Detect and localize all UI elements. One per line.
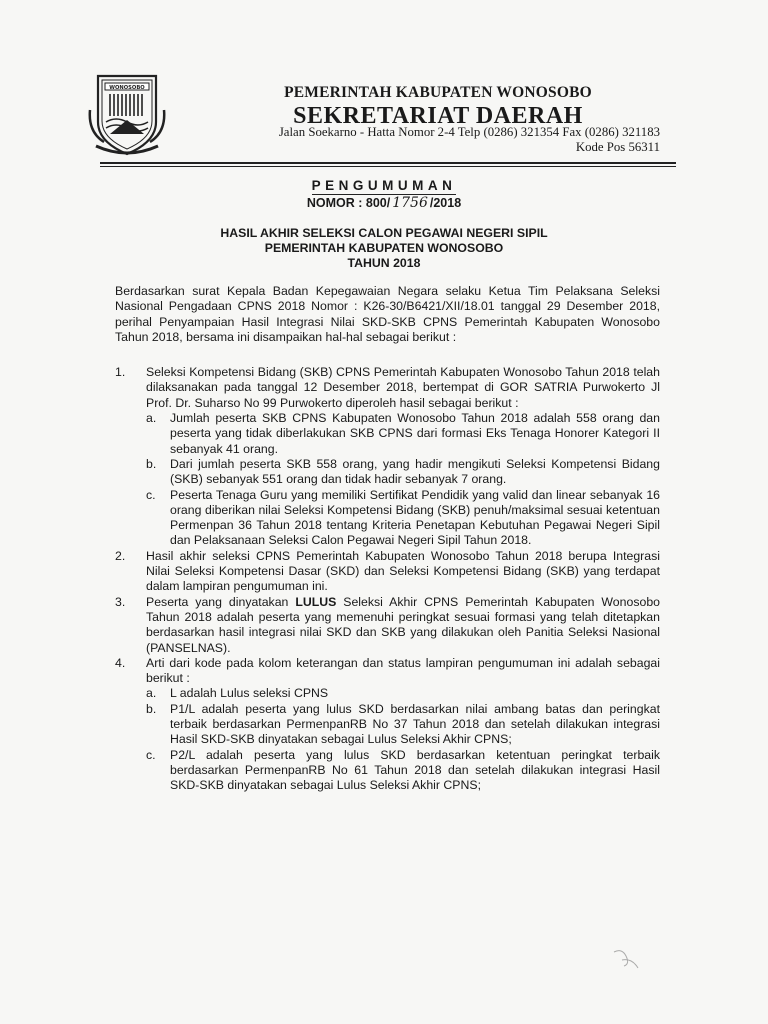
sub-item-text: P1/L adalah peserta yang lulus SKD berdasarkan nilai ambang batas dan peringkat terbaik berdasarkan PermenpanRB No 37 Tahun 2018 dan setelah dilakukan integrasi Hasil SKD-SKB dinyatakan sebagai Lulus Seleksi Akhir CPNS;: [170, 701, 660, 747]
item-text-before: Peserta yang dinyatakan: [146, 594, 296, 609]
postal-code: Kode Pos 56311: [575, 140, 660, 154]
sub-item-text: Peserta Tenaga Guru yang memiliki Sertifikat Pendidik yang valid dan linear sebanyak 16 orang diberikan nilai Seleksi Kompetensi Bidang (SKB) penuh/maksimal sesuai ketentuan Permenpan 36 Tahun 2018 tentang Kriteria Penetapan Kebutuhan Pegawai Negeri Sipil dan Pelaksanaan Seleksi Calon Pegawai Negeri Sipil Tahun 2018.: [170, 487, 660, 548]
title-line-1: HASIL AKHIR SELEKSI CALON PEGAWAI NEGERI SIPIL: [220, 226, 548, 240]
item-text: [146, 595, 660, 656]
letterhead-rule-thick: [100, 162, 676, 164]
item-text: Arti dari kode pada kolom keterangan dan status lampiran pengumuman ini adalah sebagai berikut :: [146, 655, 660, 686]
number-handwritten: 1756: [392, 195, 428, 211]
list-item: [115, 549, 660, 595]
letterhead: [218, 84, 658, 130]
list-item: [115, 656, 660, 794]
pen-mark-scribble: [610, 946, 644, 974]
announcement-heading: [0, 178, 768, 193]
sub-item: [146, 748, 660, 794]
government-name: PEMERINTAH KABUPATEN WONOSOBO: [284, 84, 592, 101]
sub-item-label: b.: [146, 701, 157, 716]
item-number: 2.: [115, 548, 126, 563]
number-prefix: NOMOR : 800/: [306, 196, 391, 210]
announcement-label: PENGUMUMAN: [311, 178, 457, 193]
sub-item: [146, 488, 660, 549]
item-number: 1.: [115, 365, 126, 380]
title-line-2: PEMERINTAH KABUPATEN WONOSOBO: [264, 241, 504, 255]
item-text-bold: LULUS: [295, 594, 337, 609]
sub-item: [146, 411, 660, 457]
item-text: Seleksi Kompetensi Bidang (SKB) CPNS Pemerintah Kabupaten Wonosobo Tahun 2018 telah dilaksanakan pada tanggal 12 Desember 2018, bertempat di GOR SATRIA Purwokerto Jl Prof. Dr. Suharso No 99 Purwokerto diperoleh hasil sebagai berikut :: [146, 365, 660, 410]
document-body: [115, 284, 660, 794]
svg-text:WONOSOBO: WONOSOBO: [109, 85, 145, 91]
office-name: SEKRETARIAT DAERAH: [293, 103, 583, 129]
intro-paragraph: Berdasarkan surat Kepala Badan Kepegawaian Negara selaku Ketua Tim Pelaksana Seleksi Nasional Pengadaan CPNS 2018 Nomor : K26-30/B6421/XII/18.01 tanggal 29 Desember 2018, perihal Penyampaian Hasil Integrasi Nilai SKD-SKB CPNS Pemerintah Kabupaten Wonosobo Tahun 2018, bersama ini disampaikan hal-hal sebagai berikut :: [115, 284, 660, 344]
list-item: [115, 365, 660, 549]
document-title: [0, 226, 768, 271]
item-text: Hasil akhir seleksi CPNS Pemerintah Kabupaten Wonosobo Tahun 2018 berupa Integrasi Nilai Seleksi Kompetensi Dasar (SKD) dan Seleksi Kompetensi Bidang (SKB) yang terdapat dalam lampiran pengumuman ini.: [146, 548, 660, 594]
sub-item-text: Dari jumlah peserta SKB 558 orang, yang hadir mengikuti Seleksi Kompetensi Bidang (SKB) sebanyak 551 orang dan tidak hadir sebanyak 7 orang.: [170, 456, 660, 487]
item-number: 3.: [115, 594, 126, 609]
sub-item: [146, 457, 660, 488]
sub-item-label: b.: [146, 456, 157, 471]
list-item: [115, 595, 660, 656]
sub-item-label: a.: [146, 411, 157, 426]
sub-item-label: c.: [146, 747, 156, 762]
sub-item-label: c.: [146, 487, 156, 502]
item-number: 4.: [115, 655, 126, 670]
sub-item-text: L adalah Lulus seleksi CPNS: [170, 686, 329, 701]
item-text-after: Seleksi Akhir CPNS Pemerintah Kabupaten Wonosobo Tahun 2018 adalah peserta yang memenuhi peringkat sesuai formasi yang telah ditetapkan berdasarkan hasil integrasi nilai SKD dan SKB yang dilakukan oleh Panitia Seleksi Nasional (PANSELNAS).: [146, 594, 660, 655]
sub-item: [146, 702, 660, 748]
address-line: Jalan Soekarno - Hatta Nomor 2-4 Telp (0286) 321354 Fax (0286) 321183: [278, 125, 660, 139]
number-suffix: /2018: [429, 196, 462, 210]
sub-item-text: Jumlah peserta SKB CPNS Kabupaten Wonosobo Tahun 2018 adalah 558 orang dan peserta yang tidak diberlakukan SKB CPNS dari formasi Eks Tenaga Honorer Kategori II sebanyak 41 orang.: [170, 411, 660, 456]
wonosobo-coat-of-arms-logo: [88, 70, 166, 158]
sub-item: [146, 686, 660, 701]
sub-item-label: a.: [146, 686, 157, 701]
letterhead-rule-thin: [100, 166, 676, 167]
sub-item-text: P2/L adalah peserta yang lulus SKD berdasarkan ketentuan peringkat terbaik berdasarkan PermenpanRB No 61 Tahun 2018 dan setelah dilakukan integrasi Hasil SKD-SKB dinyatakan sebagai Lulus Seleksi Akhir CPNS;: [170, 747, 660, 793]
letterhead-address-block: [220, 125, 660, 155]
title-line-3: TAHUN 2018: [347, 256, 421, 270]
announcement-number: [0, 195, 768, 211]
